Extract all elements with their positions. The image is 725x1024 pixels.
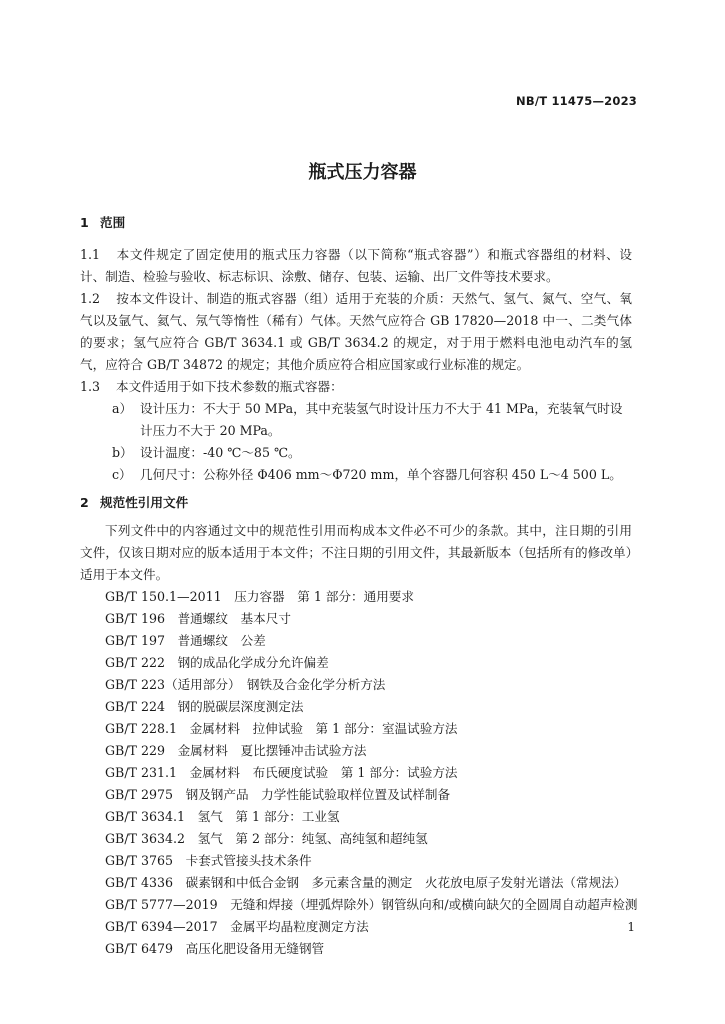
reference-item: GB/T 197 普通螺纹 公差 [105,633,266,648]
clause-text: 按本文件设计、制造的瓶式容器（组）适用于充装的介质：天然气、氢气、氮气、空气、氧气以及氩气、氦气、氖气等惰性（稀有）气体。天然气应符合 GB 17820—2018 中一、二类气体的要求；氢气应符合 GB/T 3634.1 或 GB/T 3634.2 的规定，对于用于燃料电池电动汽车的氢气，应符合 GB/T 34872 的规定；其他介质应符合相应国家或行业标准的规定。 [80,291,632,372]
section-2-title: 规范性引用文件 [100,495,189,510]
reference-item: GB/T 3634.1 氢气 第 1 部分：工业氢 [105,809,340,824]
reference-item: GB/T 6479 高压化肥设备用无缝钢管 [105,941,325,956]
clause-text: 本文件规定了固定使用的瓶式压力容器（以下简称“瓶式容器”）和瓶式容器组的材料、设计、制造、检验与验收、标志标识、涂敷、储存、包装、运输、出厂文件等技术要求。 [80,247,632,284]
clause-1-2 [80,288,632,376]
reference-item: GB/T 223（适用部分） 钢铁及合金化学分析方法 [105,677,386,692]
clause-number: 1.3 [80,379,101,394]
section-1-number: 1 [80,215,89,230]
reference-item: GB/T 150.1—2011 压力容器 第 1 部分：通用要求 [105,589,414,604]
reference-item: GB/T 224 钢的脱碳层深度测定法 [105,699,304,714]
section-1-heading [80,212,632,234]
standard-code: NB/T 11475—2023 [516,94,637,108]
section-1-title: 范围 [100,215,126,230]
list-item-text: 设计压力：不大于 50 MPa，其中充装氢气时设计压力不大于 41 MPa，充装氧气时设计压力不大于 20 MPa。 [140,401,623,438]
list-item-label: a） [112,401,133,416]
clause-number: 1.1 [80,247,101,262]
page-number: 1 [627,920,635,934]
list-item-a [80,398,632,442]
clause-1-1 [80,244,632,288]
document-title: 瓶式压力容器 [308,162,417,183]
document-body [80,212,638,960]
list-item-c [80,464,632,486]
reference-item: GB/T 3765 卡套式管接头技术条件 [105,853,312,868]
list-item-label: c） [112,467,132,482]
reference-item: GB/T 4336 碳素钢和中低合金钢 多元素含量的测定 火花放电原子发射光谱法（常规法） [105,875,627,890]
reference-item: GB/T 6394—2017 金属平均晶粒度测定方法 [105,919,369,934]
reference-item: GB/T 229 金属材料 夏比摆锤冲击试验方法 [105,743,367,758]
list-item-text: 设计温度：-40 ℃～85 ℃。 [140,445,301,460]
reference-item: GB/T 2975 钢及钢产品 力学性能试验取样位置及试样制备 [105,787,451,802]
reference-item: GB/T 5777—2019 无缝和焊接（埋弧焊除外）钢管纵向和/或横向缺欠的全圆周自动超声检测 [105,897,638,912]
reference-item: GB/T 3634.2 氢气 第 2 部分：纯氢、高纯氢和超纯氢 [105,831,428,846]
reference-item: GB/T 228.1 金属材料 拉伸试验 第 1 部分：室温试验方法 [105,721,458,736]
section-2-intro: 下列文件中的内容通过文中的规范性引用而构成本文件必不可少的条款。其中，注日期的引用文件，仅该日期对应的版本适用于本文件；不注日期的引用文件，其最新版本（包括所有的修改单）适用于本文件。 [80,523,632,582]
section-2-heading [80,492,632,514]
reference-item: GB/T 222 钢的成品化学成分允许偏差 [105,655,329,670]
list-item-b [80,442,632,464]
clause-text: 本文件适用于如下技术参数的瓶式容器： [116,379,343,394]
reference-list [80,586,638,960]
clause-number: 1.2 [80,291,101,306]
list-item-label: b） [112,445,133,460]
reference-item: GB/T 196 普通螺纹 基本尺寸 [105,611,291,626]
reference-item: GB/T 231.1 金属材料 布氏硬度试验 第 1 部分：试验方法 [105,765,458,780]
list-item-text: 几何尺寸：公称外径 Φ406 mm～Φ720 mm，单个容器几何容积 450 L～4 500 L。 [140,467,622,482]
section-2-number: 2 [80,495,89,510]
clause-1-3 [80,376,632,398]
